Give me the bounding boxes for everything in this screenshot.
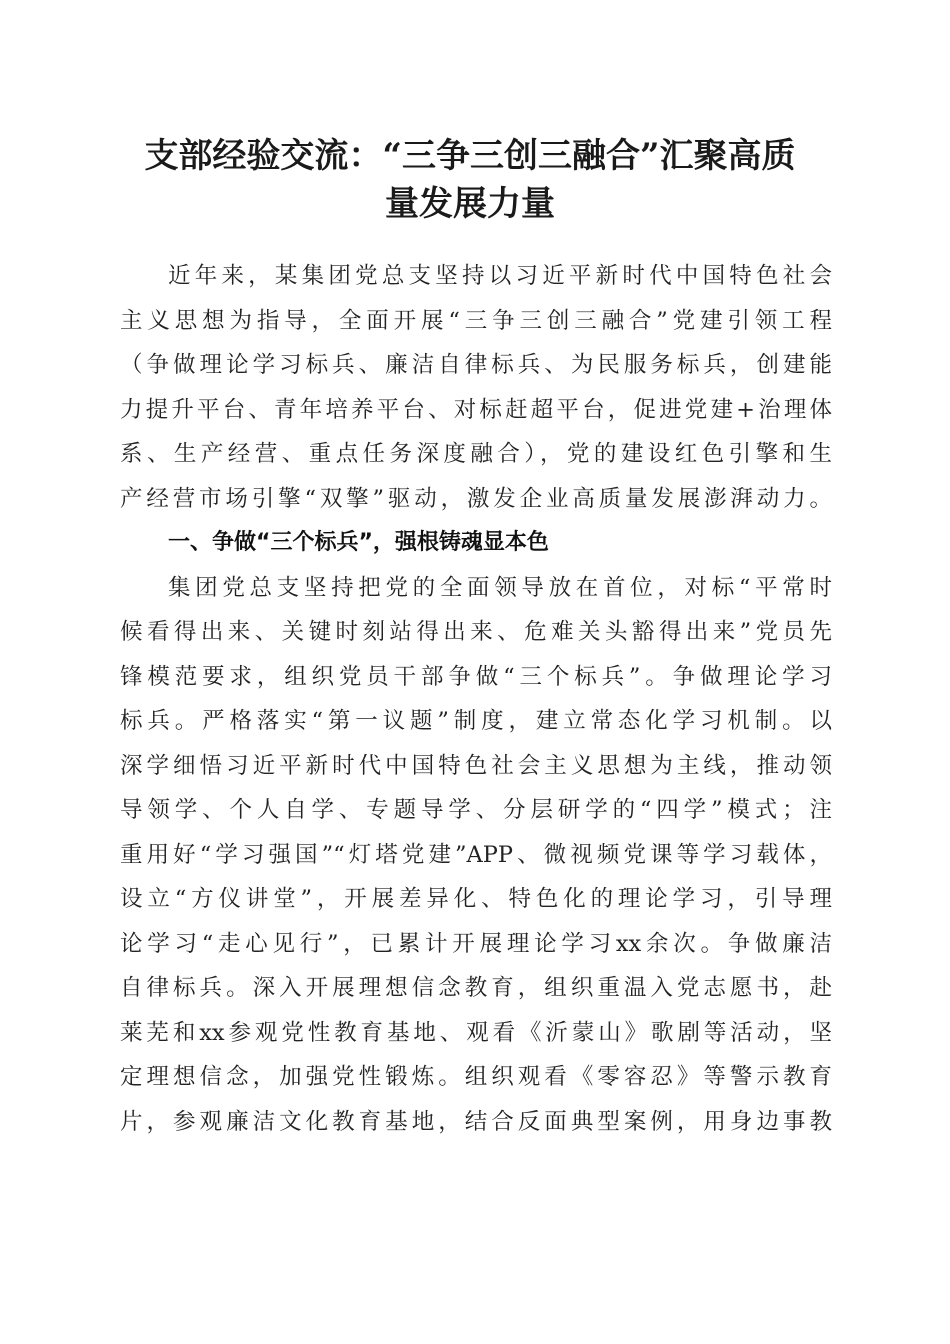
paragraph-line: 力提升平台、青年培养平台、对标赶超平台，促进党建+治理体 — [120, 396, 832, 423]
title-line-2: 量发展力量 — [385, 184, 555, 224]
paragraph-line: 标兵。严格落实“第一议题”制度，建立常态化学习机制。以 — [120, 708, 832, 734]
paragraph-line: 设立“方仪讲堂”，开展差异化、特色化的理论学习，引导理 — [120, 886, 832, 912]
paragraph-line: 导领学、个人自学、专题导学、分层研学的“四学”模式；注 — [120, 797, 832, 823]
title-line-1: 支部经验交流：“三争三创三融合”汇聚高质 — [144, 136, 796, 176]
paragraph-line: 候看得出来、关键时刻站得出来、危难关头豁得出来”党员先 — [120, 619, 832, 645]
paragraph-line: 产经营市场引擎“双擎”驱动，激发企业高质量发展澎湃动力。 — [120, 485, 832, 512]
paragraph-line: 重用好“学习强国”“灯塔党建”APP、微视频党课等学习载体， — [120, 841, 832, 868]
paragraph-line: 论学习“走心见行”，已累计开展理论学习xx余次。争做廉洁 — [120, 930, 832, 957]
section-1-paragraph — [120, 566, 832, 1145]
paragraph-line: 莱芜和xx参观党性教育基地、观看《沂蒙山》歌剧等活动，坚 — [120, 1019, 832, 1046]
paragraph-line: 近年来，某集团党总支坚持以习近平新时代中国特色社会 — [168, 263, 832, 289]
paragraph-line: 主义思想为指导，全面开展“三争三创三融合”党建引领工程 — [120, 307, 832, 334]
paragraph-line: 集团党总支坚持把党的全面领导放在首位，对标“平常时 — [168, 574, 832, 601]
document-title — [100, 132, 840, 228]
paragraph-line: 片，参观廉洁文化教育基地，结合反面典型案例，用身边事教 — [120, 1108, 832, 1135]
paragraph-line: 锋模范要求，组织党员干部争做“三个标兵”。争做理论学习 — [120, 663, 832, 690]
paragraph-line: 定理想信念，加强党性锻炼。组织观看《零容忍》等警示教育 — [120, 1064, 832, 1090]
paragraph-line: 深学细悟习近平新时代中国特色社会主义思想为主线，推动领 — [120, 752, 832, 779]
paragraph-line: （争做理论学习标兵、廉洁自律标兵、为民服务标兵，创建能 — [120, 352, 832, 378]
section-heading: 一、争做“三个标兵”，强根铸魂显本色 — [168, 530, 549, 555]
intro-paragraph — [120, 254, 832, 521]
document-body — [120, 254, 832, 1144]
paragraph-line: 系、生产经营、重点任务深度融合），党的建设红色引擎和生 — [120, 441, 832, 467]
paragraph-line: 自律标兵。深入开展理想信念教育，组织重温入党志愿书，赴 — [120, 975, 832, 1001]
